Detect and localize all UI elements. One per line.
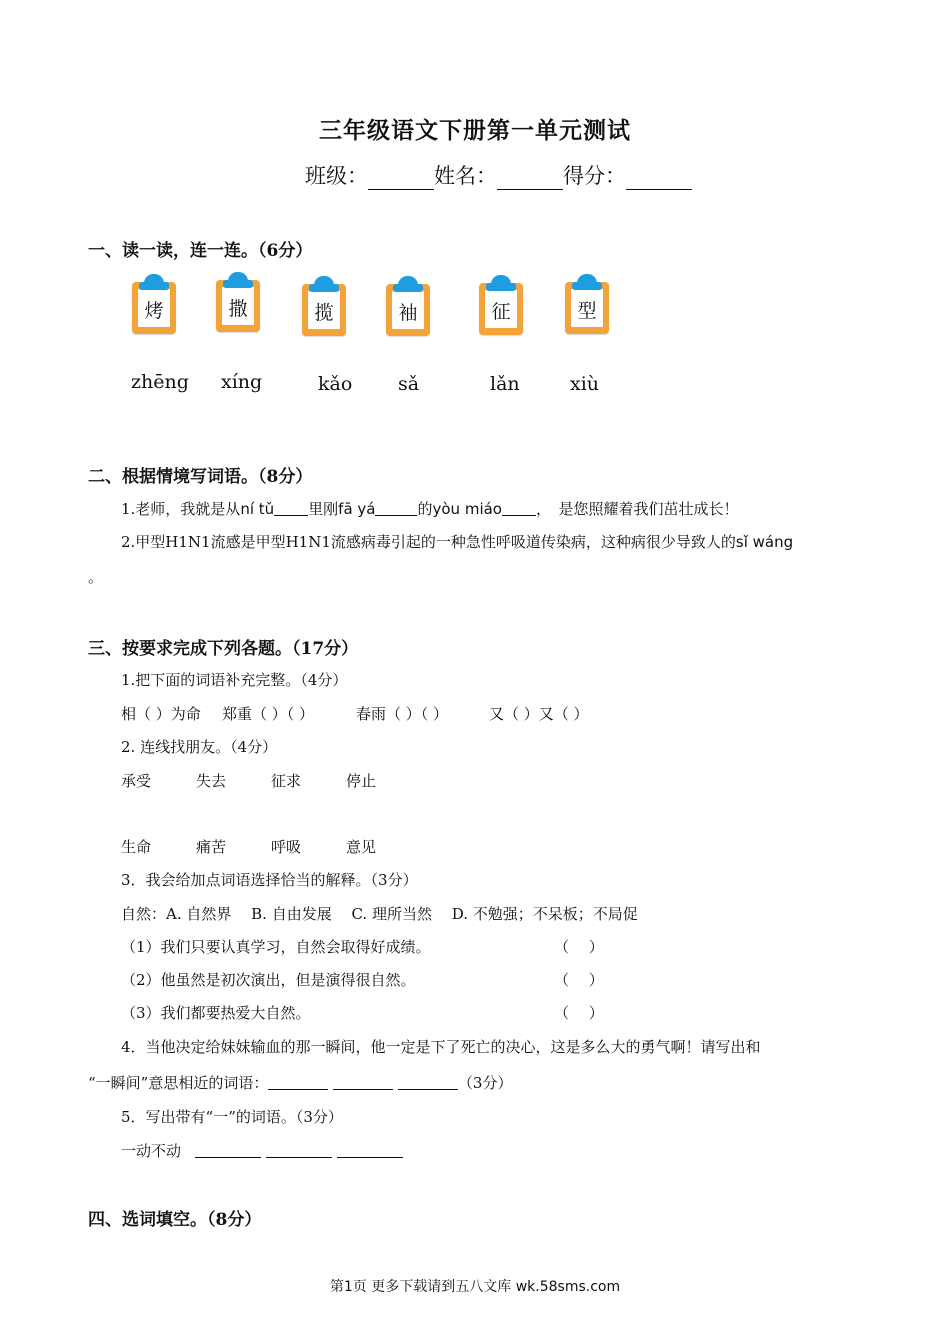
section4-heading: 四、选词填空。（8分） [88, 1210, 262, 1230]
s3-q5-title: 5．写出带有“一”的词语。（3分） [121, 1108, 343, 1126]
s3-q2-title: 2. 连线找朋友。（4分） [121, 738, 278, 756]
class-blank[interactable] [368, 167, 434, 190]
s2-q1-text: 的 [417, 500, 433, 518]
clipboard-icon [577, 274, 597, 286]
clipboard-icon [314, 276, 334, 288]
s3-q3-item: （2）他虽然是初次演出，但是演得很自然。 [121, 971, 416, 989]
answer-paren[interactable]: （ ） [554, 938, 604, 956]
s3-q3-item: （3）我们都要热爱大自然。 [121, 1004, 311, 1022]
match-word-top[interactable]: 失去 [196, 772, 227, 790]
section2-heading: 二、根据情境写词语。（8分） [88, 467, 313, 487]
answer-blank[interactable] [333, 1073, 393, 1090]
clipboard-icon [398, 276, 418, 288]
s3-q3-item: （1）我们只要认真学习，自然会取得好成绩。 [121, 938, 431, 956]
s3-q4-line1: 4．当他决定给妹妹输血的那一瞬间，他一定是下了死亡的决心，这是多么大的勇气啊！请写出和 [121, 1038, 761, 1056]
match-word-bottom[interactable]: 呼吸 [271, 838, 302, 856]
s2-q1 [121, 498, 739, 519]
card-char: 撒 [228, 298, 248, 320]
name-blank[interactable] [497, 167, 563, 190]
s3-q5-example: 一动不动 [121, 1142, 182, 1160]
pinyin-item: sǎ [398, 373, 420, 395]
s2-q1-text: ， 是您照耀着我们茁壮成长！ [535, 500, 739, 518]
char-card [564, 274, 610, 334]
char-card [385, 276, 431, 336]
s3-q4-score: （3分） [457, 1074, 513, 1092]
answer-blank[interactable] [195, 1141, 261, 1158]
answer-blank[interactable] [274, 499, 308, 516]
s2-q2-end: 。 [88, 568, 104, 586]
char-card [301, 276, 347, 336]
answer-paren[interactable]: （ ） [554, 1004, 604, 1022]
pinyin-item: xiù [570, 373, 600, 395]
s3-q4-line2 [88, 1072, 512, 1093]
pinyin-item: xíng [221, 371, 263, 393]
clipboard-icon [228, 272, 248, 284]
answer-blank[interactable] [398, 1073, 458, 1090]
s3-q1-word: 春雨（ ）（ ） [356, 705, 449, 723]
match-word-top[interactable]: 停止 [346, 772, 377, 790]
s2-q2 [121, 531, 793, 552]
card-char: 征 [491, 301, 511, 323]
section1-heading: 一、读一读，连一连。（6分） [88, 241, 313, 261]
pinyin-item: kǎo [318, 373, 353, 395]
match-word-bottom[interactable]: 意见 [346, 838, 377, 856]
page-footer: 第1页 更多下载请到五八文库 wk.58sms.com [329, 1279, 621, 1295]
match-word-top[interactable]: 承受 [121, 772, 152, 790]
pinyin-prompt: fā yá [338, 500, 376, 518]
s3-q1-word: 郑重（ ）（ ） [222, 705, 315, 723]
page-title: 三年级语文下册第一单元测试 [319, 117, 631, 144]
match-word-bottom[interactable]: 痛苦 [196, 838, 227, 856]
pinyin-prompt: yòu miáo [432, 500, 502, 518]
s3-q5-line [121, 1140, 403, 1161]
student-info-line [305, 160, 692, 190]
char-card [131, 274, 177, 334]
pinyin-prompt: ní tǔ [240, 500, 275, 518]
card-char: 袖 [398, 302, 418, 324]
pinyin-item: zhēng [131, 371, 189, 393]
pinyin-item: lǎn [490, 373, 520, 395]
s3-q1-word: 又（ ）又（ ） [489, 705, 589, 723]
answer-blank[interactable] [502, 499, 536, 516]
s2-q2-text: 2.甲型H1N1流感是甲型H1N1流感病毒引起的一种急性呼吸道传染病，这种病很少导致人的 [121, 533, 736, 551]
s2-q1-text: 里刚 [308, 500, 339, 518]
s3-q3-title: 3．我会给加点词语选择恰当的解释。（3分） [121, 871, 418, 889]
s3-q3-options: 自然：A. 自然界 B. 自由发展 C. 理所当然 D. 不勉强；不呆板；不局促 [121, 905, 638, 923]
char-card [478, 275, 524, 335]
match-word-top[interactable]: 征求 [271, 772, 302, 790]
card-char: 型 [577, 300, 597, 322]
s2-q1-text: 1.老师，我就是从 [121, 500, 241, 518]
s3-q4-text: “一瞬间”意思相近的词语： [88, 1074, 269, 1092]
clipboard-icon [491, 275, 511, 287]
name-label: 姓名： [434, 164, 497, 188]
card-char: 揽 [314, 302, 334, 324]
answer-paren[interactable]: （ ） [554, 971, 604, 989]
s3-q1-word: 相（ ）为命 [121, 705, 201, 723]
answer-blank[interactable] [266, 1141, 332, 1158]
score-blank[interactable] [626, 167, 692, 190]
card-char: 烤 [144, 300, 164, 322]
score-label: 得分： [563, 164, 626, 188]
answer-blank[interactable] [337, 1141, 403, 1158]
class-label: 班级： [305, 164, 368, 188]
answer-blank[interactable] [375, 499, 417, 516]
s3-q1-title: 1.把下面的词语补充完整。（4分） [121, 671, 348, 689]
match-word-bottom[interactable]: 生命 [121, 838, 152, 856]
char-card [215, 272, 261, 332]
pinyin-prompt: sǐ wáng [735, 533, 794, 551]
answer-blank[interactable] [268, 1073, 328, 1090]
clipboard-icon [144, 274, 164, 286]
section3-heading: 三、按要求完成下列各题。（17分） [88, 639, 359, 659]
